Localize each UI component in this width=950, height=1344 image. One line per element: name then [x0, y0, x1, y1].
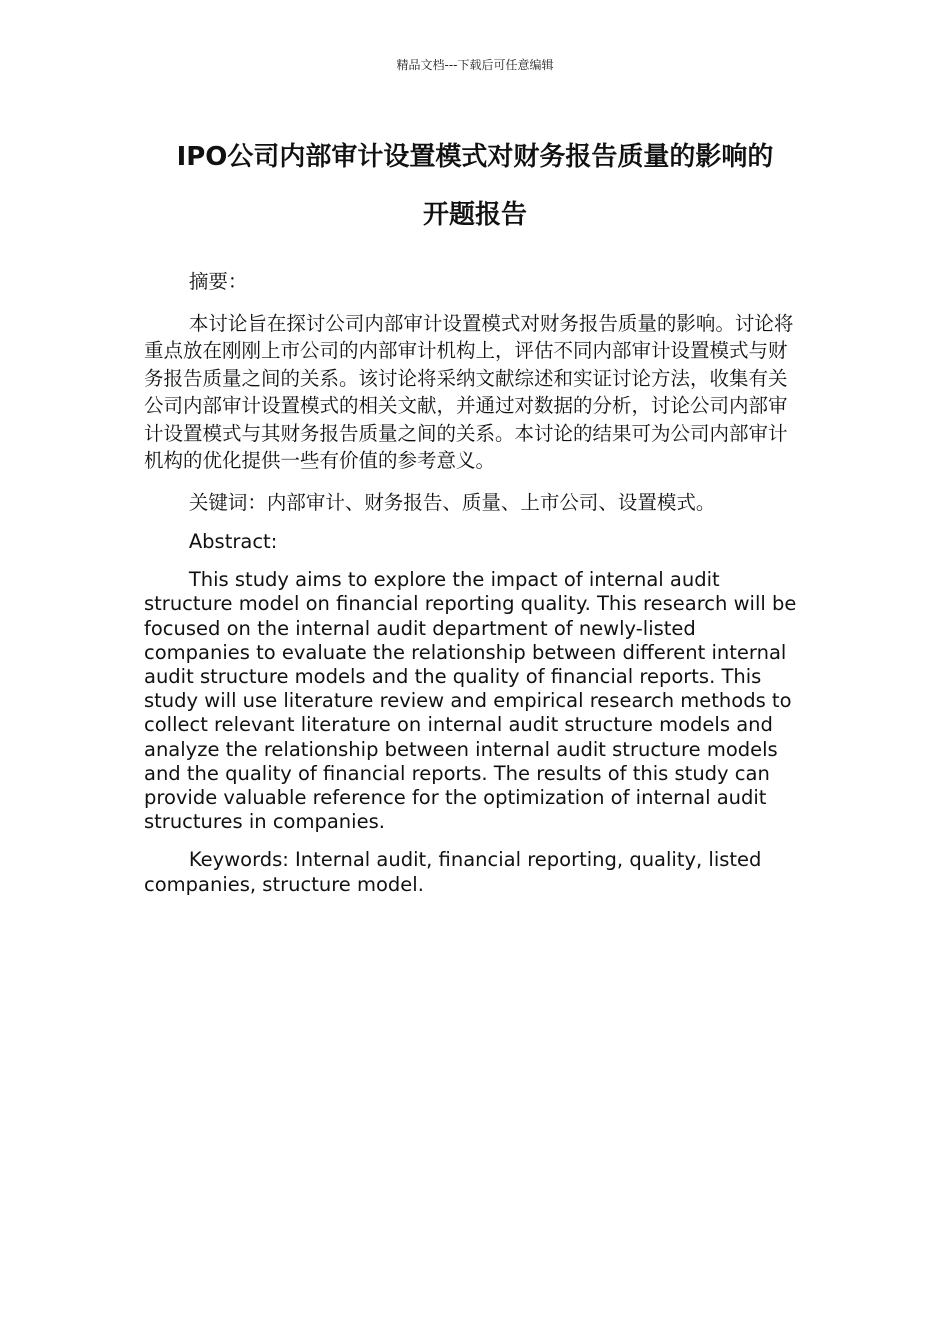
- keywords-zh: 关键词：内部审计、财务报告、质量、上市公司、设置模式。: [188, 490, 716, 514]
- title-line-1: IPO公司内部审计设置模式对财务报告质量的影响的: [176, 142, 774, 172]
- title-line-2: 开题报告: [422, 200, 527, 230]
- keywords-en: Keywords: Internal audit, financial reporting, quality, listed companies, structure model.: [144, 848, 762, 896]
- abstract-en-label: Abstract:: [188, 530, 278, 553]
- page-header-note: 精品文档---下载后可任意编辑: [396, 58, 554, 72]
- abstract-zh-label: 摘要：: [188, 270, 248, 293]
- document-title: [100, 128, 850, 244]
- abstract-en-body: This study aims to explore the impact of internal audit structure model on financial reporting quality. This research will be focused on the internal audit department of newly-listed companies to evaluate the relationship between different internal audit structure models and the quality of financial reports. This study will use literature review and empirical research methods to collect relevant literature on internal audit structure models and analyze the relationship between internal audit structure models and the quality of financial reports. The results of this study can provide valuable reference for the optimization of internal audit structures in companies.: [144, 568, 797, 834]
- abstract-zh-body: 本讨论旨在探讨公司内部审计设置模式对财务报告质量的影响。讨论将重点放在刚刚上市公司的内部审计机构上，评估不同内部审计设置模式与财务报告质量之间的关系。该讨论将采纳文献综述和实证讨论方法，收集有关公司内部审计设置模式的相关文献，并通过对数据的分析，讨论公司内部审计设置模式与其财务报告质量之间的关系。本讨论的结果可为公司内部审计机构的优化提供一些有价值的参考意义。: [144, 311, 794, 472]
- document-body: [144, 268, 806, 897]
